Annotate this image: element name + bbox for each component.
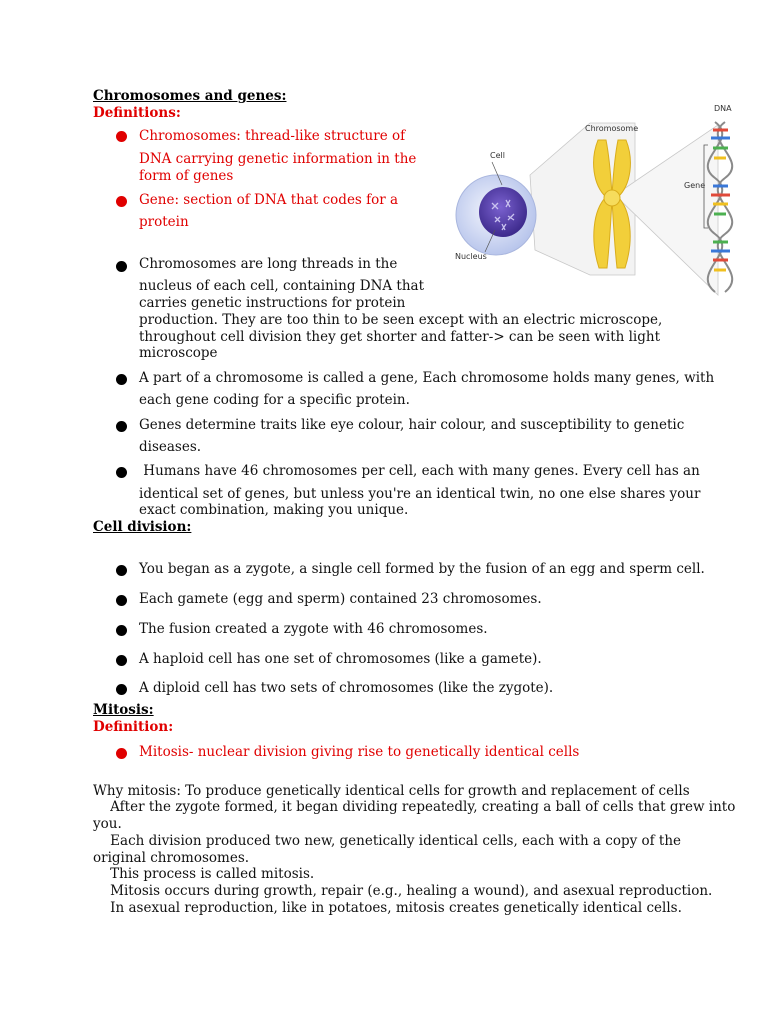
bullet-icon [116, 625, 127, 636]
red-bullet-icon [116, 196, 127, 207]
bullet-icon [116, 655, 127, 666]
bullet-icon [116, 684, 127, 695]
bullet-chromosomes-line1: Chromosomes are long threads in the [139, 256, 398, 272]
bullet-humans-line2: identical set of genes, but unless you're an identical twin, no one else shares your [139, 486, 701, 502]
definition-gene-line2: protein [139, 214, 189, 230]
bullet-traits-line1: Genes determine traits like eye colour, hair colour, and susceptibility to genetic [139, 417, 685, 433]
chromosome-label: Chromosome [585, 124, 639, 133]
definition-chromosomes-line1: Chromosomes: thread-like structure of [139, 128, 406, 144]
definition-subheading: Definition: [93, 719, 174, 735]
paragraph-line: After the zygote formed, it began dividing repeatedly, creating a ball of cells that grew into [93, 799, 736, 815]
chromosome-dna-figure [450, 100, 750, 300]
cell-division-item: A diploid cell has two sets of chromosomes (like the zygote). [139, 680, 554, 696]
bullet-chromosomes-line4: production. They are too thin to be seen except with an electric microscope, [139, 312, 663, 328]
bullet-chromosomes-line2: nucleus of each cell, containing DNA that [139, 278, 425, 294]
red-bullet-icon [116, 131, 127, 142]
cell-division-item: You began as a zygote, a single cell formed by the fusion of an egg and sperm cell. [139, 561, 705, 577]
paragraph-line: Why mitosis: To produce genetically identical cells for growth and replacement of cells [93, 783, 690, 799]
paragraph-line: Each division produced two new, genetically identical cells, each with a copy of the [93, 833, 682, 849]
bullet-icon [116, 467, 127, 478]
bullet-humans-line1: Humans have 46 chromosomes per cell, each with many genes. Every cell has an [139, 463, 700, 479]
bullet-chromosomes-line3: carries genetic instructions for protein [139, 295, 406, 311]
paragraph-line: Mitosis occurs during growth, repair (e.g., healing a wound), and asexual reproduction. [93, 883, 713, 899]
definition-gene-line1: Gene: section of DNA that codes for a [139, 192, 399, 208]
paragraph-line: In asexual reproduction, like in potatoes, mitosis creates genetically identical cells. [93, 900, 682, 916]
bullet-humans-line3: exact combination, making you unique. [139, 502, 409, 518]
bullet-chromosomes-line6: microscope [139, 345, 218, 361]
section-heading-mitosis: Mitosis: [93, 702, 154, 718]
bullet-icon [116, 374, 127, 385]
bullet-chromosomes-line5: throughout cell division they get shorter and fatter-> can be seen with light [139, 329, 661, 345]
bullet-icon [116, 261, 127, 272]
gene-label: Gene [684, 181, 706, 190]
nucleus-label: Nucleus [455, 252, 487, 261]
definitions-subheading: Definitions: [93, 105, 181, 121]
bullet-icon [116, 595, 127, 606]
definition-chromosomes-line3: form of genes [139, 168, 234, 184]
section-heading-chromosomes-genes: Chromosomes and genes: [93, 88, 287, 104]
cell-division-item: The fusion created a zygote with 46 chromosomes. [139, 621, 488, 637]
bullet-icon [116, 565, 127, 576]
dna-label: DNA [714, 104, 732, 113]
paragraph-line: original chromosomes. [93, 850, 250, 866]
bullet-gene-part-line1: A part of a chromosome is called a gene, Each chromosome holds many genes, with [139, 370, 715, 386]
paragraph-line: This process is called mitosis. [93, 866, 315, 882]
bullet-traits-line2: diseases. [139, 439, 202, 455]
definition-chromosomes-line2: DNA carrying genetic information in the [139, 151, 417, 167]
cell-label: Cell [490, 151, 505, 160]
definition-mitosis: Mitosis- nuclear division giving rise to genetically identical cells [139, 744, 580, 760]
red-bullet-icon [116, 748, 127, 759]
cell-division-item: Each gamete (egg and sperm) contained 23 chromosomes. [139, 591, 542, 607]
section-heading-cell-division: Cell division: [93, 519, 192, 535]
bullet-gene-part-line2: each gene coding for a specific protein. [139, 392, 410, 408]
bullet-icon [116, 421, 127, 432]
cell-division-item: A haploid cell has one set of chromosomes (like a gamete). [139, 651, 542, 667]
paragraph-line: you. [93, 816, 122, 832]
